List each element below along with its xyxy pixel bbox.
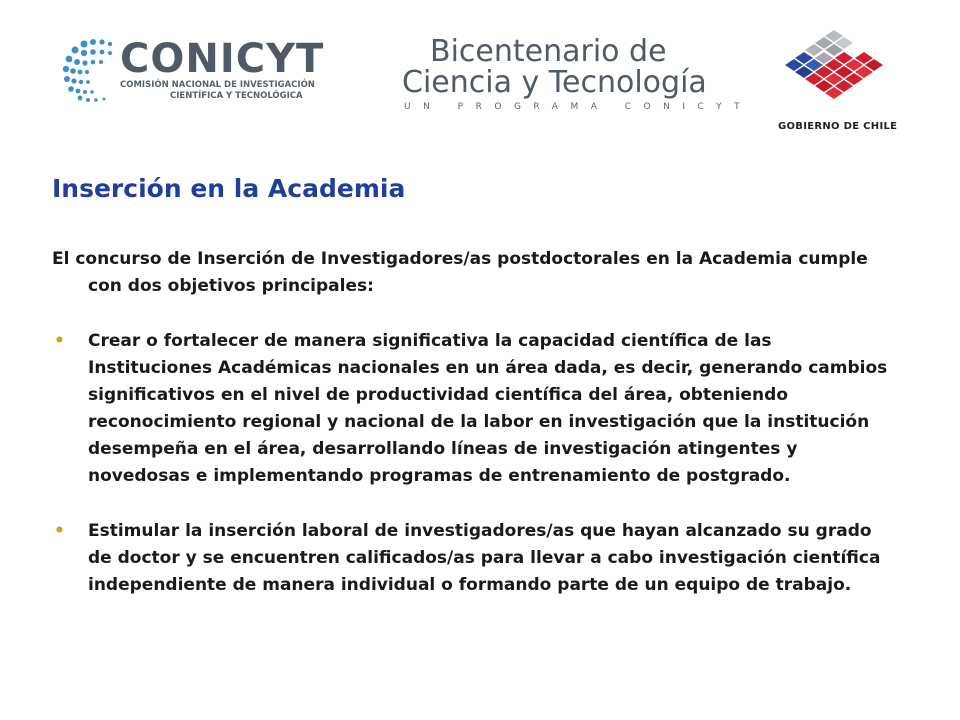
- conicyt-subtitle-line2: CIENTÍFICA Y TECNOLÓGICA: [170, 91, 303, 101]
- bullet-icon: •: [54, 521, 65, 541]
- gobierno-de-chile-logo: [770, 26, 900, 136]
- conicyt-subtitle-line1: COMISIÓN NACIONAL DE INVESTIGACIÓN: [120, 80, 315, 90]
- body-content: [52, 246, 892, 627]
- chile-emblem-icon: [770, 26, 900, 118]
- bullet-icon: •: [54, 331, 65, 351]
- bicentenario-line3: UN PROGRAMA CONICYT: [404, 102, 753, 112]
- conicyt-wordmark: CONICYT: [120, 36, 325, 82]
- bicentenario-logo: [400, 34, 753, 114]
- page-title: Inserción en la Academia: [52, 174, 406, 203]
- bullet-text: Estimular la inserción laboral de investigadores/as que hayan alcanzado su grado de doctor y se encuentren calificados/as para llevar a cabo investigación científica independiente de manera individual o formando parte de un equipo de trabajo.: [88, 521, 881, 595]
- bullet-text: Crear o fortalecer de manera significativa la capacidad científica de las Instituciones Académicas nacionales en un área dada, es decir, generando cambios significativos en el nivel de productividad científica del área, obteniendo reconocimiento regional y nacional de la labor en investigación que la institución desempeña en el área, desarrollando líneas de investigación atingentes y novedosas e implementando programas de entrenamiento de postgrado.: [88, 331, 888, 486]
- conicyt-logo: [62, 36, 325, 106]
- bicentenario-line1: Bicentenario de: [430, 34, 667, 69]
- bullet-item: [52, 328, 892, 490]
- bicentenario-line2: Ciencia y Tecnología: [402, 65, 707, 100]
- conicyt-dots-icon: [62, 36, 122, 106]
- bullet-item: [52, 518, 892, 599]
- intro-paragraph: El concurso de Inserción de Investigadores/as postdoctorales en la Academia cumple con dos objetivos principales:: [52, 249, 868, 296]
- gobierno-label: GOBIERNO DE CHILE: [778, 121, 898, 132]
